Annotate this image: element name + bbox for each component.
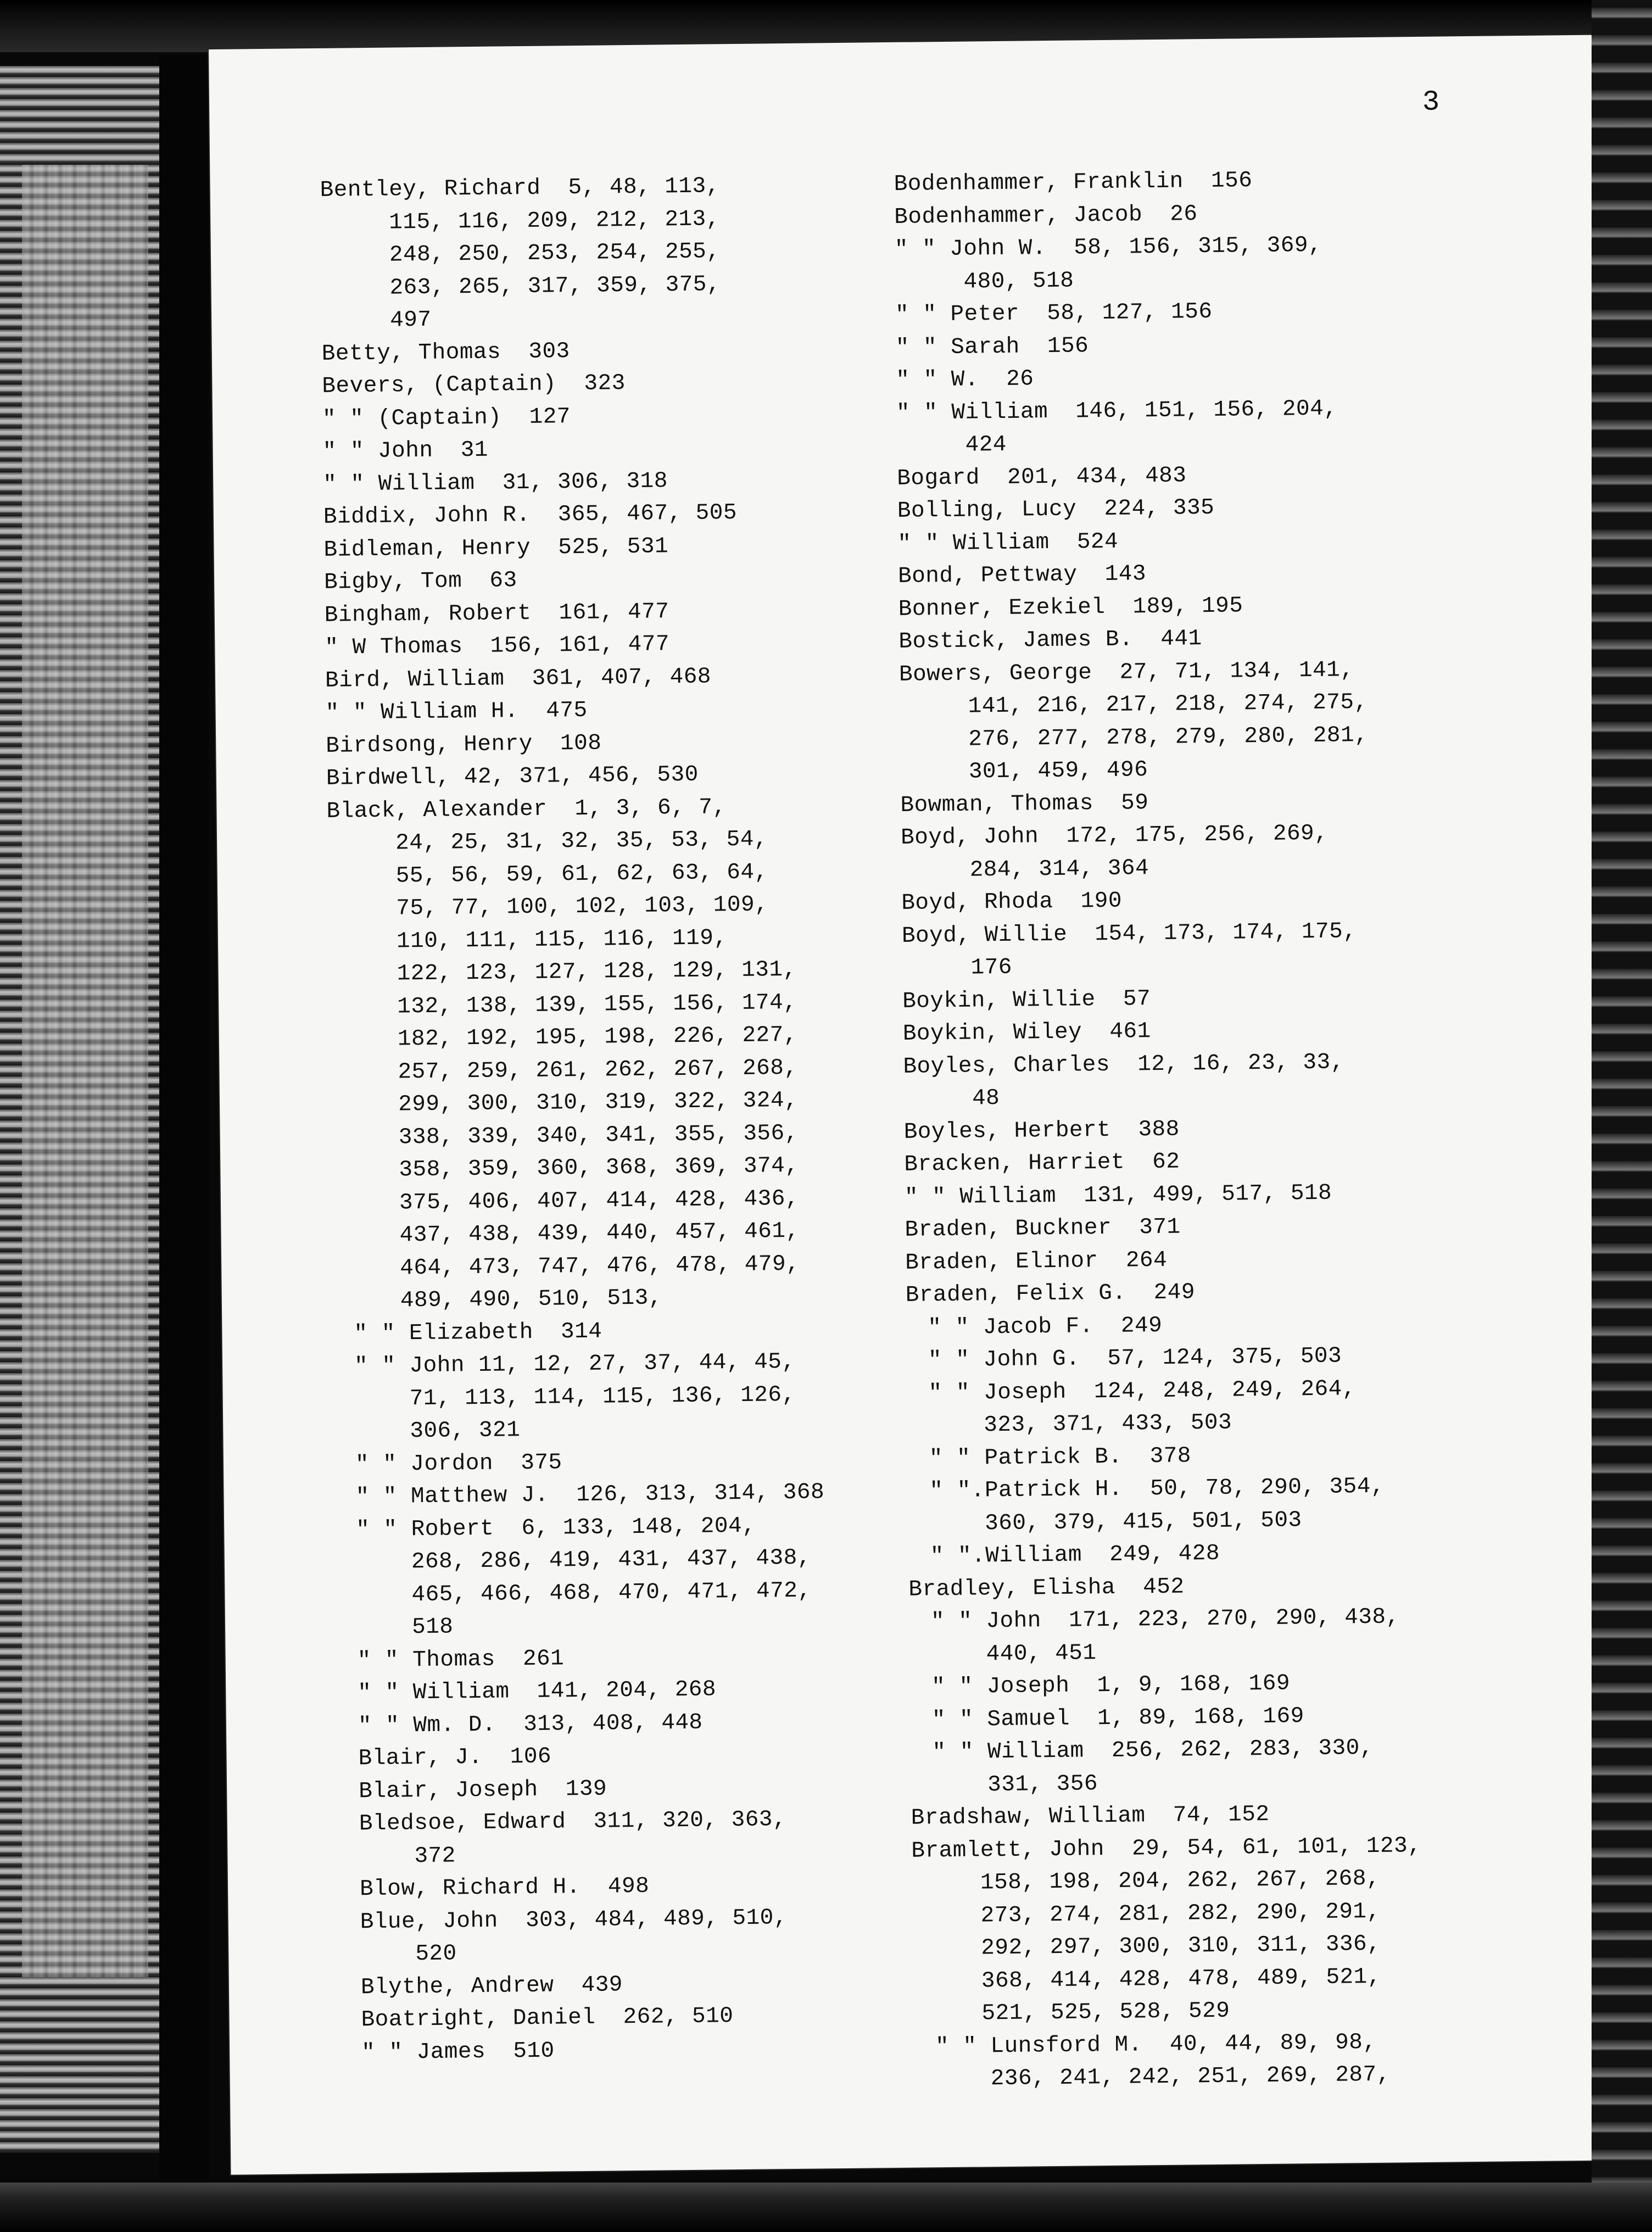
index-line: " " John 31 <box>322 437 489 465</box>
index-line: 268, 286, 419, 431, 437, 438, <box>411 1545 812 1575</box>
index-line: 465, 466, 468, 470, 471, 472, <box>411 1578 812 1608</box>
index-line: 301, 459, 496 <box>968 757 1148 785</box>
index-line: 323, 371, 433, 503 <box>984 1410 1232 1438</box>
index-column-right <box>894 162 1518 2096</box>
index-line: 520 <box>415 1941 457 1967</box>
index-line: " " William 141, 204, 268 <box>358 1677 717 1706</box>
index-line: Biddix, John R. 365, 467, 505 <box>323 500 738 530</box>
index-line: 141, 216, 217, 218, 274, 275, <box>968 689 1368 719</box>
index-line: 48 <box>972 1086 1000 1112</box>
index-line: " " Sarah 156 <box>895 333 1089 361</box>
index-line: 424 <box>965 432 1007 458</box>
scan-right-edge <box>1592 0 1652 2232</box>
index-line: " " Samuel 1, 89, 168, 169 <box>931 1703 1304 1733</box>
index-line: Bradshaw, William 74, 152 <box>911 1801 1270 1831</box>
index-line: Blythe, Andrew 439 <box>360 1972 623 2000</box>
index-line: " " Joseph 124, 248, 249, 264, <box>928 1376 1357 1406</box>
index-line: " ".William 249, 428 <box>930 1541 1220 1570</box>
index-line: Boatright, Daniel 262, 510 <box>361 2004 734 2033</box>
index-line: Bond, Pettway 143 <box>897 561 1147 589</box>
index-line: " " William 524 <box>897 529 1119 557</box>
index-line: Bowers, George 27, 71, 134, 141, <box>898 657 1354 688</box>
index-line: " " Elizabeth 314 <box>354 1319 602 1347</box>
index-line: Boyd, John 172, 175, 256, 269, <box>900 821 1329 851</box>
index-line: Bird, William 361, 407, 468 <box>325 663 712 694</box>
index-line: 292, 297, 300, 310, 311, 336, <box>981 1931 1381 1961</box>
index-line: " " W. 26 <box>896 366 1034 393</box>
index-line: Blair, Joseph 139 <box>358 1776 607 1804</box>
index-line: Black, Alexander 1, 3, 6, 7, <box>326 794 727 824</box>
index-line: 368, 414, 428, 478, 489, 521, <box>981 1964 1382 1994</box>
index-line: 273, 274, 281, 282, 290, 291, <box>980 1899 1381 1928</box>
index-line: 358, 359, 360, 368, 369, 374, <box>399 1153 799 1183</box>
index-line: " " Thomas 261 <box>357 1645 565 1673</box>
index-line: " " William 146, 151, 156, 204, <box>896 396 1338 426</box>
index-line: Bingham, Robert 161, 477 <box>324 599 669 628</box>
index-line: 276, 277, 278, 279, 280, 281, <box>968 722 1369 752</box>
index-line: 71, 113, 114, 115, 136, 126, <box>409 1382 796 1411</box>
index-line: " " John G. 57, 124, 375, 503 <box>928 1343 1342 1374</box>
index-line: 257, 259, 261, 262, 267, 268, <box>398 1055 798 1085</box>
index-line: " " William 256, 262, 283, 330, <box>932 1735 1374 1766</box>
index-line: Boyd, Rhoda 190 <box>901 888 1123 916</box>
index-line: 24, 25, 31, 32, 35, 53, 54, <box>395 827 768 856</box>
index-line: Bolling, Lucy 224, 335 <box>897 495 1215 524</box>
index-line: 521, 525, 528, 529 <box>981 1998 1230 2027</box>
index-line: Bevers, (Captain) 323 <box>322 371 626 399</box>
index-line: " " Patrick B. 378 <box>929 1443 1192 1471</box>
index-line: Blue, John 303, 484, 489, 510, <box>360 1905 788 1935</box>
adjacent-page-text-fragment <box>22 165 148 1977</box>
page-number: 3 <box>1422 86 1440 119</box>
index-line: " " (Captain) 127 <box>322 404 571 432</box>
index-line: 440, 451 <box>986 1640 1097 1667</box>
scan-bottom-edge <box>0 2183 1652 2232</box>
index-line: Birdwell, 42, 371, 456, 530 <box>326 762 699 791</box>
index-line: Boyles, Herbert 388 <box>903 1117 1180 1145</box>
index-line: " " William 131, 499, 517, 518 <box>904 1180 1332 1210</box>
index-line: 248, 250, 253, 254, 255, <box>389 239 721 268</box>
index-line: 284, 314, 364 <box>969 855 1149 883</box>
index-line: 489, 490, 510, 513, <box>400 1285 663 1314</box>
index-line: 263, 265, 317, 359, 375, <box>389 271 721 301</box>
index-column-left <box>320 169 889 2069</box>
index-line: 464, 473, 747, 476, 478, 479, <box>400 1251 800 1281</box>
index-line: 497 <box>389 307 432 333</box>
index-line: Bigby, Tom 63 <box>323 568 517 595</box>
index-line: Blow, Richard H. 498 <box>359 1873 650 1902</box>
index-line: " " William H. 475 <box>325 698 588 726</box>
index-line: 115, 116, 209, 212, 213, <box>389 206 721 236</box>
index-line: " " Lunsford M. 40, 44, 89, 98, <box>935 2029 1377 2060</box>
index-line: Bogard 201, 434, 483 <box>897 462 1187 492</box>
index-line: 518 <box>411 1614 454 1640</box>
index-line: 372 <box>414 1843 456 1869</box>
index-line: " " John W. 58, 156, 315, 369, <box>894 232 1322 263</box>
index-line: Blair, J. 106 <box>358 1744 552 1772</box>
index-line: Bracken, Harriet 62 <box>904 1149 1180 1178</box>
index-line: 158, 198, 204, 262, 267, 268, <box>980 1866 1381 1896</box>
index-line: Bonner, Ezekiel 189, 195 <box>898 593 1243 622</box>
index-line: 299, 300, 310, 319, 322, 324, <box>398 1087 799 1118</box>
index-line: " " William 31, 306, 318 <box>323 468 668 498</box>
index-line: Bidleman, Henry 525, 531 <box>323 533 669 563</box>
index-line: Boyles, Charles 12, 16, 23, 33, <box>903 1049 1344 1080</box>
index-line: " " Wm. D. 313, 408, 448 <box>358 1710 703 1739</box>
index-line: Bodenhammer, Jacob 26 <box>894 201 1198 230</box>
index-line: 132, 138, 139, 155, 156, 174, <box>397 990 797 1019</box>
index-line: 360, 379, 415, 501, 503 <box>984 1507 1302 1536</box>
index-line: " " Joseph 1, 9, 168, 169 <box>931 1671 1291 1700</box>
index-line: Braden, Elinor 264 <box>905 1247 1168 1276</box>
index-line: 182, 192, 195, 198, 226, 227, <box>397 1022 798 1052</box>
index-line: Bramlett, John 29, 54, 61, 101, 123, <box>911 1833 1422 1864</box>
index-line: 176 <box>970 955 1013 981</box>
index-line: Bledsoe, Edward 311, 320, 363, <box>359 1807 787 1837</box>
index-line: Birdsong, Henry 108 <box>326 730 602 759</box>
index-line: " " Robert 6, 133, 148, 204, <box>356 1513 756 1543</box>
adjacent-page-bleed <box>0 66 165 2153</box>
index-line: " " Jordon 375 <box>355 1449 562 1477</box>
index-line: " " Jacob F. 249 <box>928 1313 1163 1341</box>
index-line: Bentley, Richard 5, 48, 113, <box>320 174 720 203</box>
index-line: Betty, Thomas 303 <box>321 338 570 367</box>
index-line: " " James 510 <box>361 2038 555 2066</box>
index-line: 236, 241, 242, 251, 269, 287, <box>990 2062 1391 2092</box>
index-line: Braden, Felix G. 249 <box>905 1280 1196 1308</box>
index-page <box>209 35 1615 2175</box>
index-line: " " Matthew J. 126, 313, 314, 368 <box>355 1480 825 1510</box>
index-line: Braden, Buckner 371 <box>905 1214 1181 1243</box>
index-line: 375, 406, 407, 414, 428, 436, <box>399 1186 800 1215</box>
index-line: 437, 438, 439, 440, 457, 461, <box>399 1218 800 1248</box>
index-line: Bostick, James B. 441 <box>898 626 1202 655</box>
index-line: Boykin, Willie 57 <box>902 986 1151 1014</box>
index-line: 331, 356 <box>987 1771 1098 1798</box>
index-line: 122, 123, 127, 128, 129, 131, <box>397 957 797 987</box>
index-line: Boyd, Willie 154, 173, 174, 175, <box>901 918 1357 949</box>
index-line: 480, 518 <box>963 268 1074 295</box>
index-line: 306, 321 <box>410 1418 521 1444</box>
index-line: Bradley, Elisha 452 <box>908 1574 1185 1603</box>
index-line: 110, 111, 115, 116, 119, <box>396 925 728 955</box>
binding-spine <box>159 55 209 2186</box>
index-line: Bodenhammer, Franklin 156 <box>894 168 1253 197</box>
index-line: 338, 339, 340, 341, 355, 356, <box>398 1120 799 1150</box>
index-line: 75, 77, 100, 102, 103, 109, <box>396 892 769 922</box>
index-line: 55, 56, 59, 61, 62, 63, 64, <box>395 859 768 889</box>
index-line: " W Thomas 156, 161, 477 <box>325 632 670 661</box>
index-line: " ".Patrick H. 50, 78, 290, 354, <box>929 1474 1385 1504</box>
index-line: Boykin, Wiley 461 <box>902 1019 1151 1047</box>
index-line: " " Peter 58, 127, 156 <box>895 299 1213 328</box>
index-line: Bowman, Thomas 59 <box>900 790 1149 818</box>
index-line: " " John 11, 12, 27, 37, 44, 45, <box>354 1349 796 1380</box>
index-line: " " John 171, 223, 270, 290, 438, <box>930 1604 1400 1635</box>
